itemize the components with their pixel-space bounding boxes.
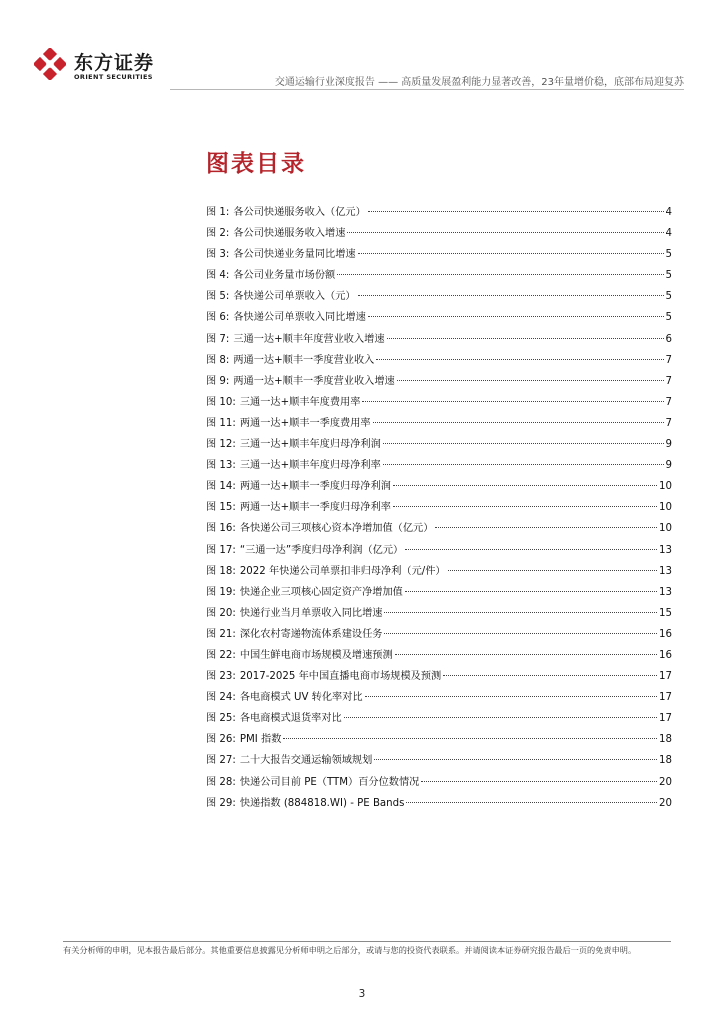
toc-entry-page: 7 bbox=[665, 354, 672, 366]
toc-entry-number: 图 2: bbox=[206, 228, 230, 240]
toc-entry[interactable] bbox=[206, 604, 672, 625]
toc-entry-title: 两通一达+顺丰一季度归母净利润 bbox=[239, 481, 391, 493]
toc-entry-page: 9 bbox=[665, 439, 672, 451]
toc-entry[interactable] bbox=[206, 773, 672, 794]
toc-entry-title: 中国生鲜电商市场规模及增速预测 bbox=[239, 649, 393, 661]
toc-entry-title: 快递行业当月单票收入同比增速 bbox=[239, 607, 383, 619]
toc-entry-title: 深化农村寄递物流体系建设任务 bbox=[239, 628, 383, 640]
toc-entry[interactable] bbox=[206, 730, 672, 751]
toc-entry-number: 图 20: bbox=[206, 607, 236, 619]
toc-entry-title: PMI 指数 bbox=[239, 734, 282, 746]
toc-entry-number: 图 23: bbox=[206, 671, 236, 683]
toc-dot-leader bbox=[362, 400, 663, 402]
toc-entry-page: 9 bbox=[665, 460, 672, 472]
toc-entry-page: 5 bbox=[665, 291, 672, 303]
toc-entry-title: 各电商模式退货率对比 bbox=[239, 713, 342, 725]
toc-entry-number: 图 16: bbox=[206, 523, 236, 535]
toc-entry-title: 各快递公司单票收入（元） bbox=[233, 291, 356, 303]
toc-entry[interactable] bbox=[206, 667, 672, 688]
toc-dot-leader bbox=[387, 337, 664, 339]
toc-dot-leader bbox=[393, 484, 657, 486]
toc-entry-number: 图 9: bbox=[206, 375, 230, 387]
toc-entry-number: 图 7: bbox=[206, 333, 230, 345]
toc-entry-number: 图 22: bbox=[206, 649, 236, 661]
toc-entry-number: 图 10: bbox=[206, 396, 236, 408]
page-title: 图表目录 bbox=[206, 151, 306, 177]
toc-dot-leader bbox=[384, 632, 657, 634]
toc-entry-title: 两通一达+顺丰一季度费用率 bbox=[239, 417, 371, 429]
toc-entry-page: 16 bbox=[659, 628, 672, 640]
toc-entry[interactable] bbox=[206, 794, 672, 815]
toc-entry-page: 13 bbox=[659, 544, 672, 556]
company-logo bbox=[34, 44, 164, 88]
toc-entry-title: 快递指数 (884818.WI) - PE Bands bbox=[239, 797, 405, 809]
toc-entry-page: 17 bbox=[659, 671, 672, 683]
toc-entry-page: 13 bbox=[659, 586, 672, 598]
toc-entry-page: 10 bbox=[659, 481, 672, 493]
toc-entry-page: 6 bbox=[665, 333, 672, 345]
toc-entry[interactable] bbox=[206, 330, 672, 351]
toc-entry-page: 7 bbox=[665, 396, 672, 408]
toc-dot-leader bbox=[358, 294, 664, 296]
toc-entry[interactable] bbox=[206, 351, 672, 372]
toc-entry-title: 二十大报告交通运输领域规划 bbox=[239, 755, 373, 767]
toc-entry-title: 两通一达+顺丰一季度营业收入 bbox=[233, 354, 375, 366]
toc-entry-number: 图 25: bbox=[206, 713, 236, 725]
toc-dot-leader bbox=[421, 780, 657, 782]
toc-entry-number: 图 4: bbox=[206, 270, 230, 282]
footer-disclaimer: 有关分析师的申明，见本报告最后部分。其他重要信息披露见分析师申明之后部分，或请与您的投资代表联系。并请阅读本证券研究报告最后一页的免责申明。 bbox=[63, 945, 637, 955]
toc-dot-leader bbox=[358, 252, 664, 254]
toc-entry[interactable] bbox=[206, 562, 672, 583]
toc-entry-title: “三通一达”季度归母净利润（亿元） bbox=[239, 544, 404, 556]
toc-entry-page: 18 bbox=[659, 755, 672, 767]
toc-entry[interactable] bbox=[206, 308, 672, 329]
logo-name-cn: 东方证券 bbox=[74, 52, 155, 74]
toc-entry-title: 三通一达+顺丰年度营业收入增速 bbox=[233, 333, 385, 345]
toc-entry[interactable] bbox=[206, 583, 672, 604]
toc-entry-number: 图 13: bbox=[206, 460, 236, 472]
toc-entry-title: 快递公司目前 PE（TTM）百分位数情况 bbox=[239, 776, 420, 788]
toc-entry[interactable] bbox=[206, 435, 672, 456]
toc-entry[interactable] bbox=[206, 224, 672, 245]
toc-dot-leader bbox=[395, 653, 657, 655]
toc-entry-page: 13 bbox=[659, 565, 672, 577]
toc-dot-leader bbox=[283, 737, 657, 739]
toc-entry-number: 图 11: bbox=[206, 417, 236, 429]
toc-entry-number: 图 3: bbox=[206, 249, 230, 261]
toc-entry-title: 各公司快递业务量同比增速 bbox=[233, 249, 356, 261]
toc-entry-number: 图 6: bbox=[206, 312, 230, 324]
toc-entry-number: 图 17: bbox=[206, 544, 236, 556]
toc-entry-page: 20 bbox=[659, 797, 672, 809]
toc-entry-number: 图 19: bbox=[206, 586, 236, 598]
toc-dot-leader bbox=[368, 210, 664, 212]
toc-entry-number: 图 5: bbox=[206, 291, 230, 303]
toc-entry-title: 三通一达+顺丰年度费用率 bbox=[239, 396, 361, 408]
toc-entry-page: 4 bbox=[665, 228, 672, 240]
toc-dot-leader bbox=[397, 379, 664, 381]
toc-entry[interactable] bbox=[206, 498, 672, 519]
toc-entry-title: 两通一达+顺丰一季度营业收入增速 bbox=[233, 375, 395, 387]
toc-entry-number: 图 8: bbox=[206, 354, 230, 366]
toc-entry-number: 图 29: bbox=[206, 797, 236, 809]
toc-entry-page: 18 bbox=[659, 734, 672, 746]
toc-entry-page: 5 bbox=[665, 270, 672, 282]
toc-dot-leader bbox=[365, 695, 657, 697]
toc-dot-leader bbox=[368, 315, 664, 317]
toc-entry-title: 2022 年快递公司单票扣非归母净利（元/件） bbox=[239, 565, 446, 577]
toc-dot-leader bbox=[383, 442, 664, 444]
toc-entry-title: 两通一达+顺丰一季度归母净利率 bbox=[239, 502, 391, 514]
toc-entry-page: 10 bbox=[659, 502, 672, 514]
toc-entry-title: 各电商模式 UV 转化率对比 bbox=[239, 692, 363, 704]
toc-entry[interactable] bbox=[206, 414, 672, 435]
toc-entry[interactable] bbox=[206, 393, 672, 414]
toc-entry-title: 三通一达+顺丰年度归母净利润 bbox=[239, 439, 381, 451]
figure-table-of-contents bbox=[206, 203, 672, 815]
toc-entry-number: 图 1: bbox=[206, 207, 230, 218]
toc-entry[interactable] bbox=[206, 477, 672, 498]
toc-entry-number: 图 14: bbox=[206, 481, 236, 493]
toc-entry[interactable] bbox=[206, 688, 672, 709]
toc-entry-page: 16 bbox=[659, 649, 672, 661]
toc-entry-page: 5 bbox=[665, 249, 672, 261]
toc-entry-page: 5 bbox=[665, 312, 672, 324]
report-header-title: 交通运输行业深度报告 —— 高质量发展盈利能力显著改善，23年量增价稳，底部布局迎复苏 bbox=[274, 77, 684, 88]
toc-dot-leader bbox=[344, 716, 657, 718]
toc-entry-title: 各公司快递服务收入增速 bbox=[233, 228, 346, 240]
toc-entry[interactable] bbox=[206, 541, 672, 562]
toc-entry[interactable] bbox=[206, 519, 672, 540]
toc-dot-leader bbox=[393, 505, 657, 507]
toc-entry-page: 4 bbox=[665, 207, 672, 218]
toc-dot-leader bbox=[373, 421, 664, 423]
toc-entry[interactable] bbox=[206, 266, 672, 287]
toc-entry[interactable] bbox=[206, 287, 672, 308]
toc-entry[interactable] bbox=[206, 646, 672, 667]
toc-entry[interactable] bbox=[206, 203, 672, 224]
toc-dot-leader bbox=[405, 548, 657, 550]
toc-entry-page: 17 bbox=[659, 692, 672, 704]
toc-entry[interactable] bbox=[206, 625, 672, 646]
toc-entry-number: 图 12: bbox=[206, 439, 236, 451]
toc-dot-leader bbox=[374, 758, 657, 760]
toc-entry-title: 2017-2025 年中国直播电商市场规模及预测 bbox=[239, 671, 442, 683]
toc-entry-title: 各快递公司单票收入同比增速 bbox=[233, 312, 366, 324]
toc-entry-page: 15 bbox=[659, 607, 672, 619]
toc-dot-leader bbox=[406, 801, 657, 803]
toc-entry-number: 图 18: bbox=[206, 565, 236, 577]
toc-dot-leader bbox=[443, 674, 657, 676]
toc-entry-title: 各公司快递服务收入（亿元） bbox=[233, 207, 366, 218]
header-divider bbox=[170, 89, 684, 90]
toc-entry-number: 图 21: bbox=[206, 628, 236, 640]
page-number: 3 bbox=[358, 988, 366, 1000]
toc-dot-leader bbox=[448, 569, 657, 571]
toc-entry-title: 快递企业三项核心固定资产净增加值 bbox=[239, 586, 403, 598]
toc-entry-page: 20 bbox=[659, 776, 672, 788]
toc-entry[interactable] bbox=[206, 456, 672, 477]
toc-entry-title: 各快递公司三项核心资本净增加值（亿元） bbox=[239, 523, 434, 535]
toc-entry-number: 图 15: bbox=[206, 502, 236, 514]
toc-entry[interactable] bbox=[206, 709, 672, 730]
toc-entry-title: 三通一达+顺丰年度归母净利率 bbox=[239, 460, 381, 472]
toc-dot-leader bbox=[405, 590, 657, 592]
toc-entry[interactable] bbox=[206, 751, 672, 772]
toc-entry[interactable] bbox=[206, 372, 672, 393]
toc-dot-leader bbox=[376, 358, 663, 360]
toc-dot-leader bbox=[384, 611, 657, 613]
logo-name-en: ORIENT SECURITIES bbox=[74, 73, 153, 81]
toc-entry-number: 图 24: bbox=[206, 692, 236, 704]
toc-entry-page: 7 bbox=[665, 417, 672, 429]
toc-dot-leader bbox=[435, 526, 657, 528]
toc-entry-number: 图 28: bbox=[206, 776, 236, 788]
toc-entry-page: 17 bbox=[659, 713, 672, 725]
toc-dot-leader bbox=[347, 231, 663, 233]
toc-entry-page: 10 bbox=[659, 523, 672, 535]
orient-securities-logo-icon bbox=[34, 48, 66, 80]
toc-entry-title: 各公司业务量市场份额 bbox=[233, 270, 336, 282]
toc-entry-page: 7 bbox=[665, 375, 672, 387]
toc-dot-leader bbox=[383, 463, 664, 465]
toc-entry[interactable] bbox=[206, 245, 672, 266]
toc-dot-leader bbox=[337, 273, 663, 275]
toc-entry-number: 图 27: bbox=[206, 755, 236, 767]
toc-entry-number: 图 26: bbox=[206, 734, 236, 746]
footer-divider bbox=[63, 941, 671, 942]
